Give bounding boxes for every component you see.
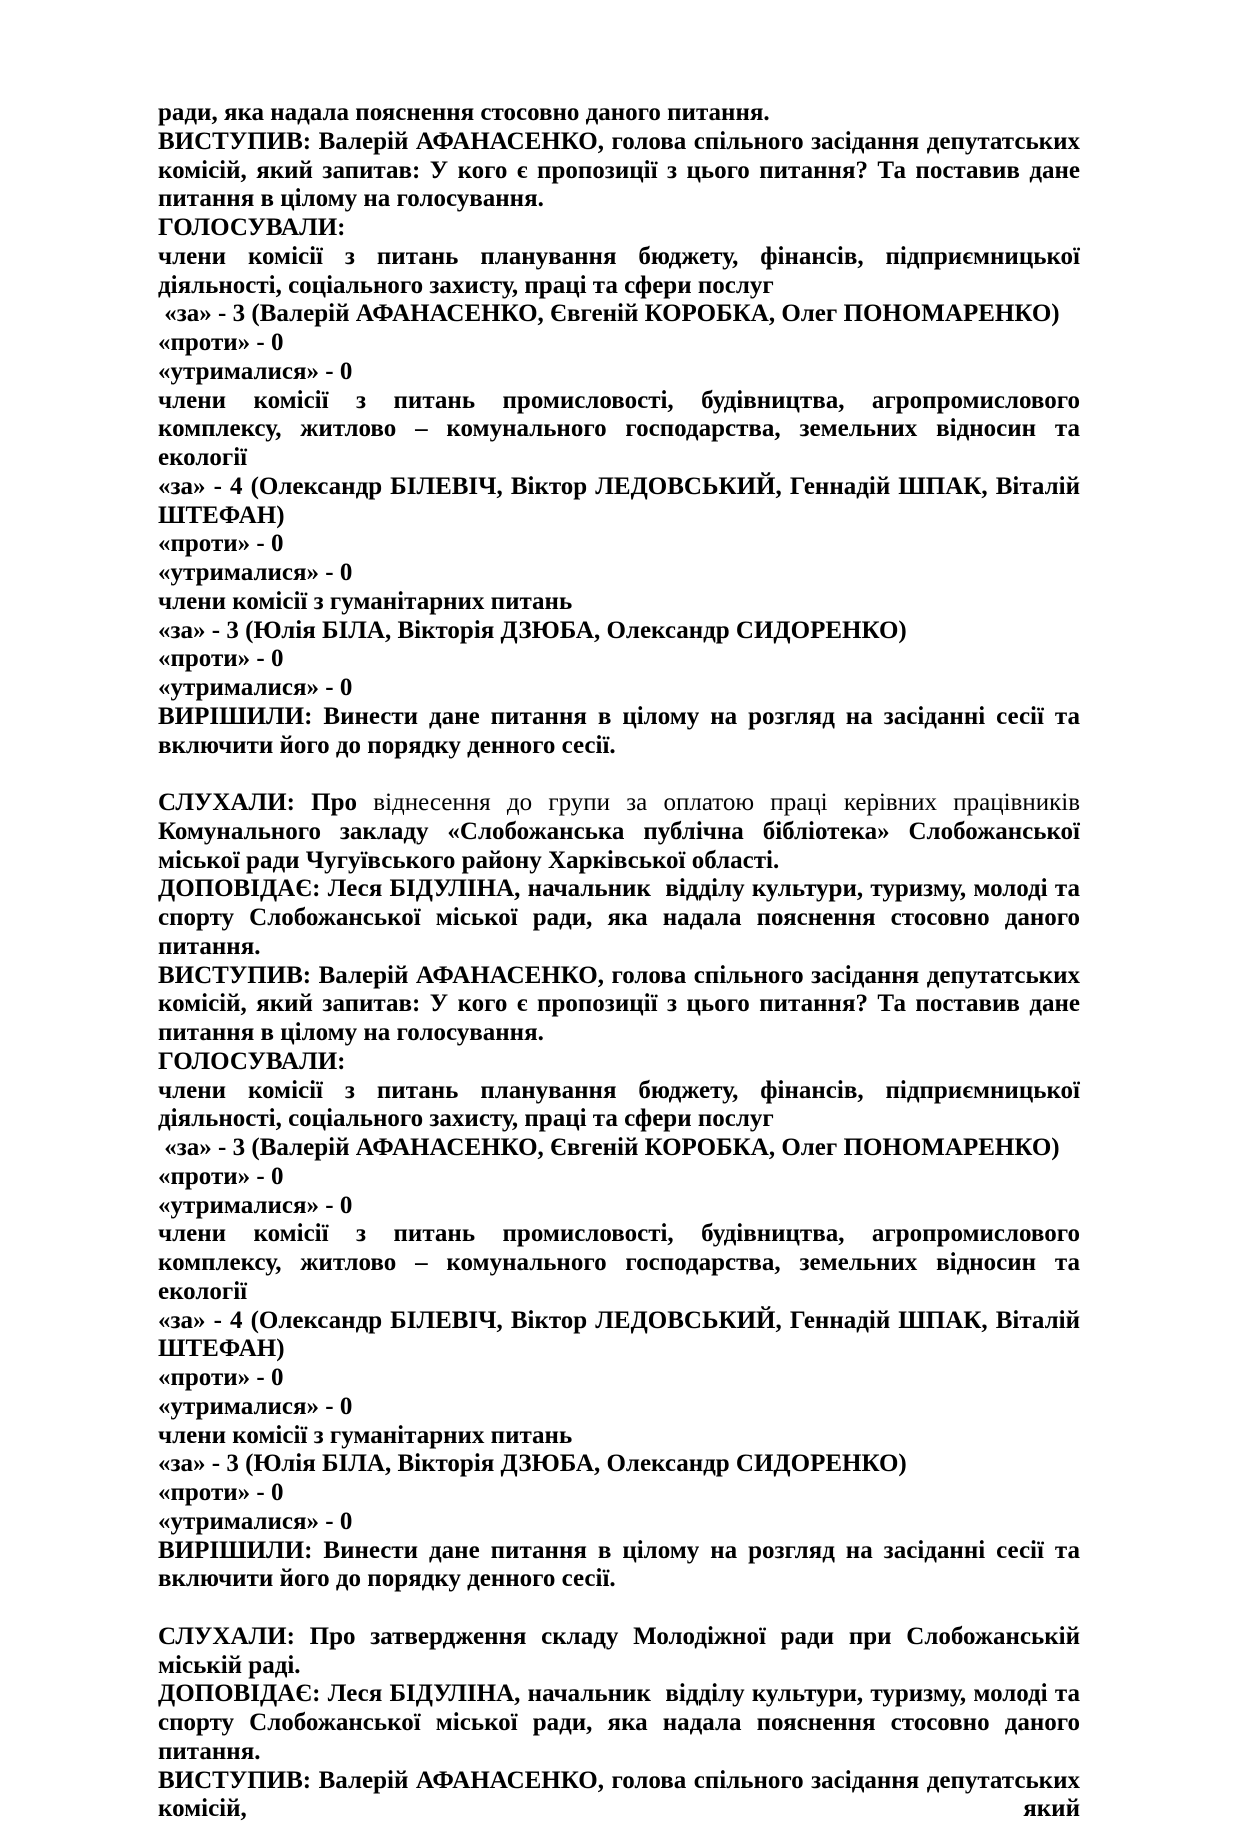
text-run: СЛУХАЛИ: Про xyxy=(158,789,373,816)
text-run: «проти» - 0 xyxy=(158,1163,284,1190)
text-run: Комунального закладу «Слобожанська публічна бібліотека» Слобожанської міської ради Чугуївського району Харківської області. xyxy=(158,818,1086,874)
paragraph xyxy=(158,789,1080,875)
paragraph xyxy=(158,1048,1080,1077)
text-run: ВИСТУПИВ: Валерій АФАНАСЕНКО, голова спільного засідання депутатських комісій, який запитав: У кого є пропозиції з цього питання? Та поставив дане питання в цілому на голосування. xyxy=(158,128,1086,213)
text-run: ВИРІШИЛИ: Винести дане питання в цілому на розгляд на засіданні сесії та включити його до порядку денного сесії. xyxy=(158,1537,1086,1593)
text-run: «за» - 3 (Юлія БІЛА, Вікторія ДЗЮБА, Олександр СИДОРЕНКО) xyxy=(158,1450,907,1477)
text-run: члени комісії з питань промисловості, будівництва, агропромислового комплексу, житлово – комунального господарства, земельних відносин та екології xyxy=(158,1220,1086,1305)
text-run: «проти» - 0 xyxy=(158,329,284,356)
paragraph xyxy=(158,128,1080,214)
paragraph xyxy=(158,300,1080,329)
paragraph xyxy=(158,1479,1080,1508)
paragraph xyxy=(158,1767,1080,1824)
paragraph xyxy=(158,1422,1080,1451)
paragraph xyxy=(158,387,1080,473)
paragraph xyxy=(158,703,1080,761)
text-run: ВИСТУПИВ: Валерій АФАНАСЕНКО, голова спільного засідання депутатських комісій, який xyxy=(158,1767,1086,1823)
text-run: СЛУХАЛИ: Про затвердження складу Молодіжної ради при Слобожанській міській раді. xyxy=(158,1623,1086,1679)
paragraph xyxy=(158,243,1080,301)
text-run: ВИРІШИЛИ: Винести дане питання в цілому на розгляд на засіданні сесії та включити його до порядку денного сесії. xyxy=(158,703,1086,759)
text-run: «утрималися» - 0 xyxy=(158,1508,352,1535)
paragraph xyxy=(158,1508,1080,1537)
paragraph xyxy=(158,1623,1080,1681)
text-run: члени комісії з гуманітарних питань xyxy=(158,588,572,615)
paragraph xyxy=(158,962,1080,1048)
text-run: ДОПОВІДАЄ: Леся БІДУЛІНА, начальник відділу культури, туризму, молоді та спорту Слобожанської міської ради, яка надала пояснення стосовно даного питання. xyxy=(158,875,1086,960)
paragraph xyxy=(158,588,1080,617)
paragraph xyxy=(158,1163,1080,1192)
blank-line xyxy=(158,1594,1080,1623)
text-run: члени комісії з питань планування бюджету, фінансів, підприємницької діяльності, соціального захисту, праці та сфери послуг xyxy=(158,1077,1086,1133)
text-run: «за» - 4 (Олександр БІЛЕВІЧ, Віктор ЛЕДОВСЬКИЙ, Геннадій ШПАК, Віталій ШТЕФАН) xyxy=(158,473,1086,529)
paragraph xyxy=(158,617,1080,646)
text-run: «утрималися» - 0 xyxy=(158,358,352,385)
text-run: «проти» - 0 xyxy=(158,530,284,557)
text-run: віднесення до групи за оплатою праці керівних працівників xyxy=(373,789,1086,816)
text-run: «проти» - 0 xyxy=(158,1479,284,1506)
paragraph xyxy=(158,99,1080,128)
text-run: члени комісії з питань промисловості, будівництва, агропромислового комплексу, житлово – комунального господарства, земельних відносин та екології xyxy=(158,387,1086,472)
text-run: «утрималися» - 0 xyxy=(158,559,352,586)
paragraph xyxy=(158,875,1080,961)
text-run: члени комісії з гуманітарних питань xyxy=(158,1422,572,1449)
paragraph xyxy=(158,1393,1080,1422)
text-run: «проти» - 0 xyxy=(158,645,284,672)
paragraph xyxy=(158,473,1080,531)
text-run: «за» - 3 (Юлія БІЛА, Вікторія ДЗЮБА, Олександр СИДОРЕНКО) xyxy=(158,617,907,644)
paragraph xyxy=(158,645,1080,674)
text-run: ВИСТУПИВ: Валерій АФАНАСЕНКО, голова спільного засідання депутатських комісій, який запитав: У кого є пропозиції з цього питання? Та поставив дане питання в цілому на голосування. xyxy=(158,962,1086,1047)
paragraph xyxy=(158,214,1080,243)
paragraph xyxy=(158,530,1080,559)
paragraph xyxy=(158,1220,1080,1306)
paragraph xyxy=(158,329,1080,358)
paragraph xyxy=(158,1537,1080,1595)
paragraph xyxy=(158,1450,1080,1479)
text-run: «за» - 3 (Валерій АФАНАСЕНКО, Євгеній КОРОБКА, Олег ПОНОМАРЕНКО) xyxy=(158,1134,1060,1161)
paragraph xyxy=(158,358,1080,387)
text-run: члени комісії з питань планування бюджету, фінансів, підприємницької діяльності, соціального захисту, праці та сфери послуг xyxy=(158,243,1086,299)
paragraph xyxy=(158,1192,1080,1221)
paragraph xyxy=(158,559,1080,588)
text-run: «за» - 4 (Олександр БІЛЕВІЧ, Віктор ЛЕДОВСЬКИЙ, Геннадій ШПАК, Віталій ШТЕФАН) xyxy=(158,1307,1086,1363)
text-run: ДОПОВІДАЄ: Леся БІДУЛІНА, начальник відділу культури, туризму, молоді та спорту Слобожанської міської ради, яка надала пояснення стосовно даного питання. xyxy=(158,1680,1086,1765)
text-run: «за» - 3 (Валерій АФАНАСЕНКО, Євгеній КОРОБКА, Олег ПОНОМАРЕНКО) xyxy=(158,300,1060,327)
text-run: ради, яка надала пояснення стосовно даного питання. xyxy=(158,99,770,126)
paragraph xyxy=(158,1307,1080,1365)
paragraph xyxy=(158,1077,1080,1135)
text-run: ГОЛОСУВАЛИ: xyxy=(158,214,346,241)
paragraph xyxy=(158,1364,1080,1393)
blank-line xyxy=(158,760,1080,789)
text-run: «утрималися» - 0 xyxy=(158,674,352,701)
text-run: «проти» - 0 xyxy=(158,1364,284,1391)
text-run: «утрималися» - 0 xyxy=(158,1393,352,1420)
text-run: ГОЛОСУВАЛИ: xyxy=(158,1048,346,1075)
paragraph xyxy=(158,674,1080,703)
document-text xyxy=(158,99,1080,1824)
paragraph xyxy=(158,1134,1080,1163)
text-run: «утрималися» - 0 xyxy=(158,1192,352,1219)
